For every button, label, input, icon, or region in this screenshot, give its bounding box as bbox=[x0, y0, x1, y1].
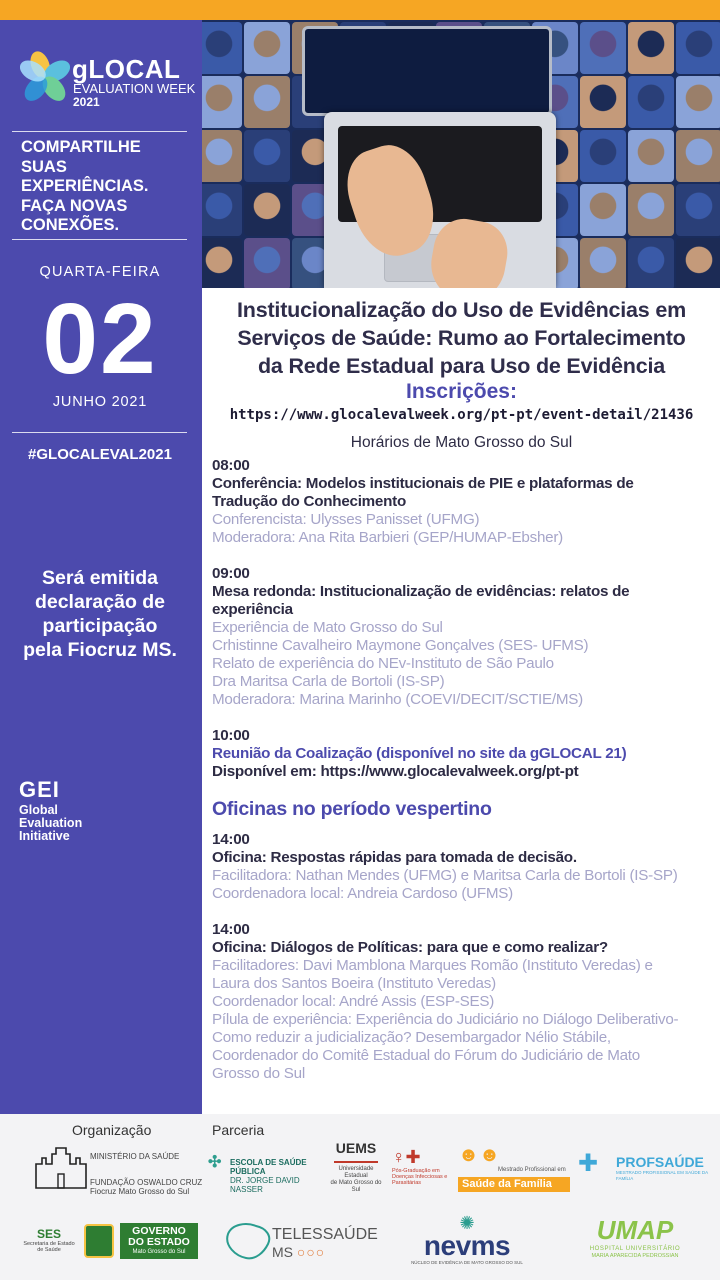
session-detail: Crhistinne Cavalheiro Maymone Gonçalves (SES- UFMS) bbox=[212, 637, 589, 654]
face-tile bbox=[244, 130, 290, 182]
fiocruz-logo bbox=[90, 1152, 179, 1161]
saude-familia-logo bbox=[458, 1144, 570, 1192]
slogan-line: FAÇA NOVAS bbox=[21, 196, 128, 215]
brand-year: 2021 bbox=[73, 95, 100, 109]
schedule-item-0800 bbox=[212, 457, 718, 547]
brand-name: gLOCAL bbox=[72, 54, 181, 84]
schedule-item-1400-b bbox=[212, 921, 718, 1083]
esp-logo bbox=[208, 1154, 318, 1194]
governo-logo bbox=[120, 1223, 198, 1259]
sponsor-text: MESTRADO PROFISSIONAL EM SAÚDE DA FAMÍLIA bbox=[616, 1170, 708, 1181]
face-tile bbox=[580, 184, 626, 236]
sponsor-text: nevms bbox=[423, 1230, 511, 1261]
face-tile bbox=[580, 238, 626, 288]
family-icon: ☻☻ bbox=[458, 1144, 501, 1166]
sponsors-footer bbox=[0, 1114, 720, 1280]
session-title: Tradução do Conhecimento bbox=[212, 493, 406, 510]
sponsor-text: TELESSAÚDE bbox=[272, 1226, 378, 1243]
face-tile bbox=[628, 130, 674, 182]
sponsor-text: FUNDAÇÃO OSWALDO CRUZ bbox=[90, 1178, 203, 1187]
hashtag: #GLOCALEVAL2021 bbox=[28, 446, 172, 463]
gei-text bbox=[19, 804, 139, 843]
schedule-item-1000 bbox=[212, 727, 718, 781]
face-tile bbox=[676, 130, 720, 182]
session-time: 14:00 bbox=[212, 921, 250, 938]
hero-photo-collage bbox=[202, 20, 720, 288]
session-detail: Coordenadora local: Andreia Cardoso (UFMS) bbox=[212, 885, 513, 902]
face-tile bbox=[676, 22, 720, 74]
session-detail: Conferencista: Ulysses Panisset (UFMG) bbox=[212, 511, 480, 528]
sponsor-text: MARIA APARECIDA PEDROSSIAN bbox=[591, 1253, 679, 1259]
session-time: 09:00 bbox=[212, 565, 250, 582]
face-tile bbox=[202, 76, 242, 128]
divider bbox=[12, 239, 187, 240]
partnership-label: Parceria bbox=[212, 1122, 265, 1138]
session-detail: Grosso do Sul bbox=[212, 1065, 305, 1082]
weekday: QUARTA-FEIRA bbox=[39, 264, 161, 280]
face-tile bbox=[244, 238, 290, 288]
registration-link[interactable]: https://www.glocalevalweek.org/pt-pt/event-detail/21436 bbox=[229, 407, 694, 423]
esp-mark-icon: ✣ bbox=[208, 1154, 222, 1171]
nev-ms-logo bbox=[402, 1214, 532, 1266]
face-tile bbox=[580, 22, 626, 74]
glocal-logo bbox=[20, 50, 200, 110]
sponsor-text: Doenças Infecciosas e Parasitárias bbox=[392, 1174, 448, 1186]
participation-declaration bbox=[0, 566, 200, 662]
session-title: Oficina: Respostas rápidas para tomada de decisão. bbox=[212, 849, 577, 866]
session-detail: Coordenador do Comitê Estadual do Fórum do Judiciário de Mato bbox=[212, 1047, 640, 1064]
sponsor-text: SES bbox=[36, 1227, 61, 1241]
session-title: Mesa redonda: Institucionalização de evidências: relatos de bbox=[212, 583, 630, 600]
sponsor-text: DR. JORGE DAVID NASSER bbox=[230, 1176, 300, 1194]
slogan-line: COMPARTILHE bbox=[21, 138, 141, 156]
face-tile bbox=[676, 238, 720, 288]
session-time: 10:00 bbox=[212, 727, 250, 744]
glocal-flower-icon bbox=[20, 50, 70, 106]
timezone-note: Horários de Mato Grosso do Sul bbox=[350, 434, 573, 451]
sponsor-text: HOSPITAL UNIVERSITÁRIO bbox=[589, 1246, 681, 1252]
humap-logo bbox=[580, 1214, 690, 1260]
session-title: Oficina: Diálogos de Políticas: para que e como realizar? bbox=[212, 939, 608, 956]
afternoon-heading: Oficinas no período vespertino bbox=[212, 798, 492, 820]
sponsor-text: MINISTÉRIO DA SAÚDE bbox=[90, 1152, 180, 1161]
face-tile bbox=[202, 130, 242, 182]
session-detail: Moderadora: Ana Rita Barbieri (GEP/HUMAP-Ebsher) bbox=[212, 529, 563, 546]
sponsor-text: UEMS bbox=[335, 1140, 377, 1156]
divider bbox=[12, 131, 187, 132]
face-tile bbox=[202, 238, 242, 288]
gei-line: Global bbox=[19, 803, 58, 817]
session-detail: Laura dos Santos Boeira (Instituto Veredas) bbox=[212, 975, 496, 992]
sponsor-text: UMAP bbox=[596, 1215, 674, 1245]
divider bbox=[12, 432, 187, 433]
face-tile bbox=[628, 22, 674, 74]
brand-subtitle: EVALUATION WEEK bbox=[73, 81, 196, 96]
session-title: Reunião da Coalização (disponível no site da gGLOCAL 21) bbox=[212, 745, 627, 762]
ppg-mark-icon: ♀✚ bbox=[392, 1147, 421, 1167]
session-detail: Facilitadora: Nathan Mendes (UFMG) e Maritsa Carla de Bortoli (IS-SP) bbox=[212, 867, 678, 884]
face-tile bbox=[676, 184, 720, 236]
slogan-line: SUAS bbox=[21, 157, 67, 176]
face-tile bbox=[244, 22, 290, 74]
sponsor-text: Mato Grosso do Sul bbox=[132, 1249, 186, 1255]
headline-line: Institucionalização do Uso de Evidências em bbox=[237, 298, 686, 322]
declaration-line: participação bbox=[42, 615, 158, 637]
sponsor-text: NÚCLEO DE EVIDÊNCIA DE MATO GROSSO DO SUL bbox=[411, 1260, 523, 1265]
registration-label: Inscrições: bbox=[406, 380, 517, 403]
gei-mark: GEI bbox=[19, 777, 60, 802]
face-tile bbox=[202, 184, 242, 236]
declaration-line: pela Fiocruz MS. bbox=[23, 639, 177, 661]
session-detail: Pílula de experiência: Experiência do Judiciário no Diálogo Deliberativo- bbox=[212, 1011, 679, 1028]
sponsor-text: GOVERNO bbox=[132, 1225, 186, 1237]
session-detail: Relato de experiência do NEv-Instituto de São Paulo bbox=[212, 655, 554, 672]
sponsor-text: ESCOLA DE SAÚDE PÚBLICA bbox=[230, 1158, 307, 1176]
brazil-map-icon bbox=[222, 1220, 274, 1262]
laptop-screen bbox=[302, 26, 552, 116]
fiocruz-castle-icon bbox=[34, 1146, 88, 1190]
sidebar bbox=[0, 20, 202, 1114]
declaration-line: declaração de bbox=[34, 591, 166, 613]
plus-icon: ✚ bbox=[578, 1150, 599, 1177]
sponsor-text: Saúde da Família bbox=[458, 1177, 570, 1192]
face-tile bbox=[628, 238, 674, 288]
face-tile bbox=[628, 184, 674, 236]
ppg-logo bbox=[392, 1146, 450, 1186]
profsaude-logo bbox=[578, 1150, 708, 1182]
gei-line: Evaluation bbox=[19, 816, 83, 830]
session-detail: Moderadora: Marina Marinho (COEVI/DECIT/SCTIE/MS) bbox=[212, 691, 583, 708]
headline-line: Serviços de Saúde: Rumo ao Fortalecimento bbox=[237, 326, 686, 350]
session-detail: Como reduzir a judicialização? Desembargador Nélio Stábile, bbox=[212, 1029, 611, 1046]
face-tile bbox=[202, 22, 242, 74]
session-detail: Dra Maritsa Carla de Bortoli (IS-SP) bbox=[212, 673, 445, 690]
month-year: JUNHO 2021 bbox=[52, 394, 148, 410]
session-time: 14:00 bbox=[212, 831, 250, 848]
sponsor-text: MS bbox=[272, 1244, 293, 1260]
sponsor-text: DO ESTADO bbox=[128, 1236, 190, 1248]
declaration-line: Será emitida bbox=[42, 567, 158, 589]
top-accent-bar bbox=[0, 0, 720, 20]
face-tile bbox=[244, 76, 290, 128]
schedule bbox=[212, 457, 718, 1083]
availability-link[interactable]: Disponível em: https://www.glocalevalweek.org/pt-pt bbox=[212, 763, 579, 780]
session-detail: Facilitadores: Davi Mamblona Marques Romão (Instituto Veredas) e bbox=[212, 957, 653, 974]
circles-icon: ○○○ bbox=[296, 1244, 326, 1260]
schedule-item-1400-a bbox=[212, 831, 718, 903]
gei-logo bbox=[19, 778, 139, 843]
sponsor-text: Pós-Graduação em bbox=[392, 1168, 440, 1174]
gei-line: Initiative bbox=[19, 829, 70, 843]
session-title: Conferência: Modelos institucionais de PIE e plataformas de bbox=[212, 475, 634, 492]
network-icon: ✺ bbox=[459, 1213, 475, 1233]
schedule-item-0900 bbox=[212, 565, 718, 709]
sponsor-text: Mestrado Profissional em bbox=[498, 1167, 566, 1173]
headline-line: da Rede Estadual para Uso de Evidência bbox=[257, 354, 666, 378]
face-tile bbox=[628, 76, 674, 128]
sponsor-text: de Saúde bbox=[37, 1247, 61, 1253]
face-tile bbox=[244, 184, 290, 236]
session-detail: Experiência de Mato Grosso do Sul bbox=[212, 619, 443, 636]
slogan-line: CONEXÕES. bbox=[21, 216, 120, 235]
state-crest-icon bbox=[84, 1224, 114, 1258]
ses-logo bbox=[22, 1228, 76, 1253]
sponsor-text: PROFSAÚDE bbox=[616, 1154, 704, 1170]
uems-logo bbox=[330, 1140, 382, 1194]
face-tile bbox=[676, 76, 720, 128]
organization-label: Organização bbox=[72, 1122, 152, 1138]
session-title: experiência bbox=[212, 601, 293, 618]
sponsor-text: Fiocruz Mato Grosso do Sul bbox=[90, 1187, 190, 1196]
session-time: 08:00 bbox=[212, 457, 250, 474]
face-tile bbox=[580, 76, 626, 128]
day-number: 02 bbox=[42, 283, 158, 395]
slogan-line: EXPERIÊNCIAS. bbox=[21, 177, 149, 196]
slogan bbox=[21, 138, 191, 236]
face-tile bbox=[580, 130, 626, 182]
sponsor-text: Secretaria de Estado bbox=[23, 1241, 75, 1247]
session-detail: Coordenador local: André Assis (ESP-SES) bbox=[212, 993, 495, 1010]
event-headline bbox=[203, 296, 720, 380]
telessaude-logo bbox=[272, 1226, 378, 1260]
fiocruz-logo-text bbox=[90, 1178, 202, 1196]
sponsor-text: Universidade Estadual bbox=[338, 1166, 374, 1179]
sponsor-text: de Mato Grosso do Sul bbox=[330, 1180, 382, 1193]
